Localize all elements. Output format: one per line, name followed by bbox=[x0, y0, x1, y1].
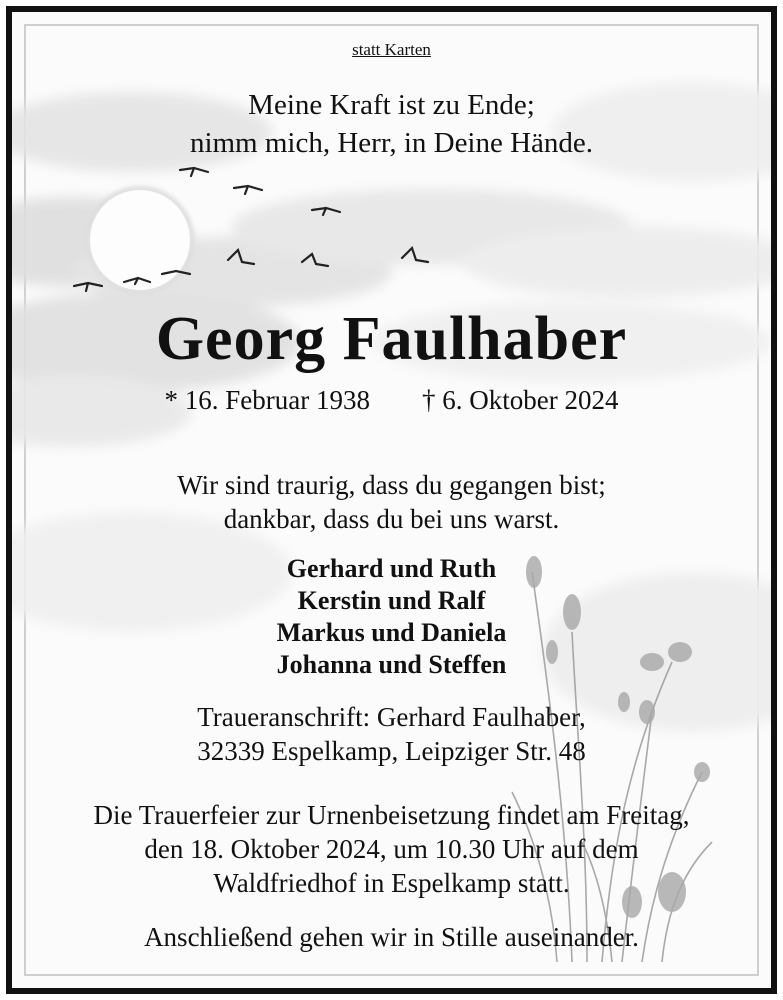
family-line-3: Markus und Daniela bbox=[276, 618, 507, 647]
family-line-1: Gerhard und Ruth bbox=[286, 554, 497, 583]
death-date: † 6. Oktober 2024 bbox=[421, 385, 619, 415]
family-line-2: Kerstin und Ralf bbox=[297, 586, 486, 615]
family-line-4: Johanna und Steffen bbox=[276, 650, 507, 679]
deceased-name: Georg Faulhaber bbox=[155, 305, 628, 373]
obituary-frame bbox=[6, 6, 777, 994]
heading: statt Karten bbox=[352, 40, 431, 59]
address-line-1: Traueranschrift: Gerhard Faulhaber, bbox=[197, 702, 586, 732]
verse-line-1: Meine Kraft ist zu Ende; bbox=[248, 89, 535, 121]
closing-line: Anschließend gehen wir in Stille auseinander. bbox=[144, 922, 639, 952]
birth-date: * 16. Februar 1938 bbox=[164, 385, 370, 415]
quote-line-2: dankbar, dass du bei uns warst. bbox=[223, 504, 560, 534]
ceremony-line-3: Waldfriedhof in Espelkamp statt. bbox=[213, 868, 570, 898]
ceremony-line-1: Die Trauerfeier zur Urnenbeisetzung findet am Freitag, bbox=[93, 800, 690, 830]
address-line-2: 32339 Espelkamp, Leipziger Str. 48 bbox=[197, 736, 586, 766]
ceremony-line-2: den 18. Oktober 2024, um 10.30 Uhr auf dem bbox=[144, 834, 639, 864]
verse-line-2: nimm mich, Herr, in Deine Hände. bbox=[189, 127, 594, 159]
quote-line-1: Wir sind traurig, dass du gegangen bist; bbox=[177, 470, 606, 500]
life-dates bbox=[12, 385, 771, 416]
